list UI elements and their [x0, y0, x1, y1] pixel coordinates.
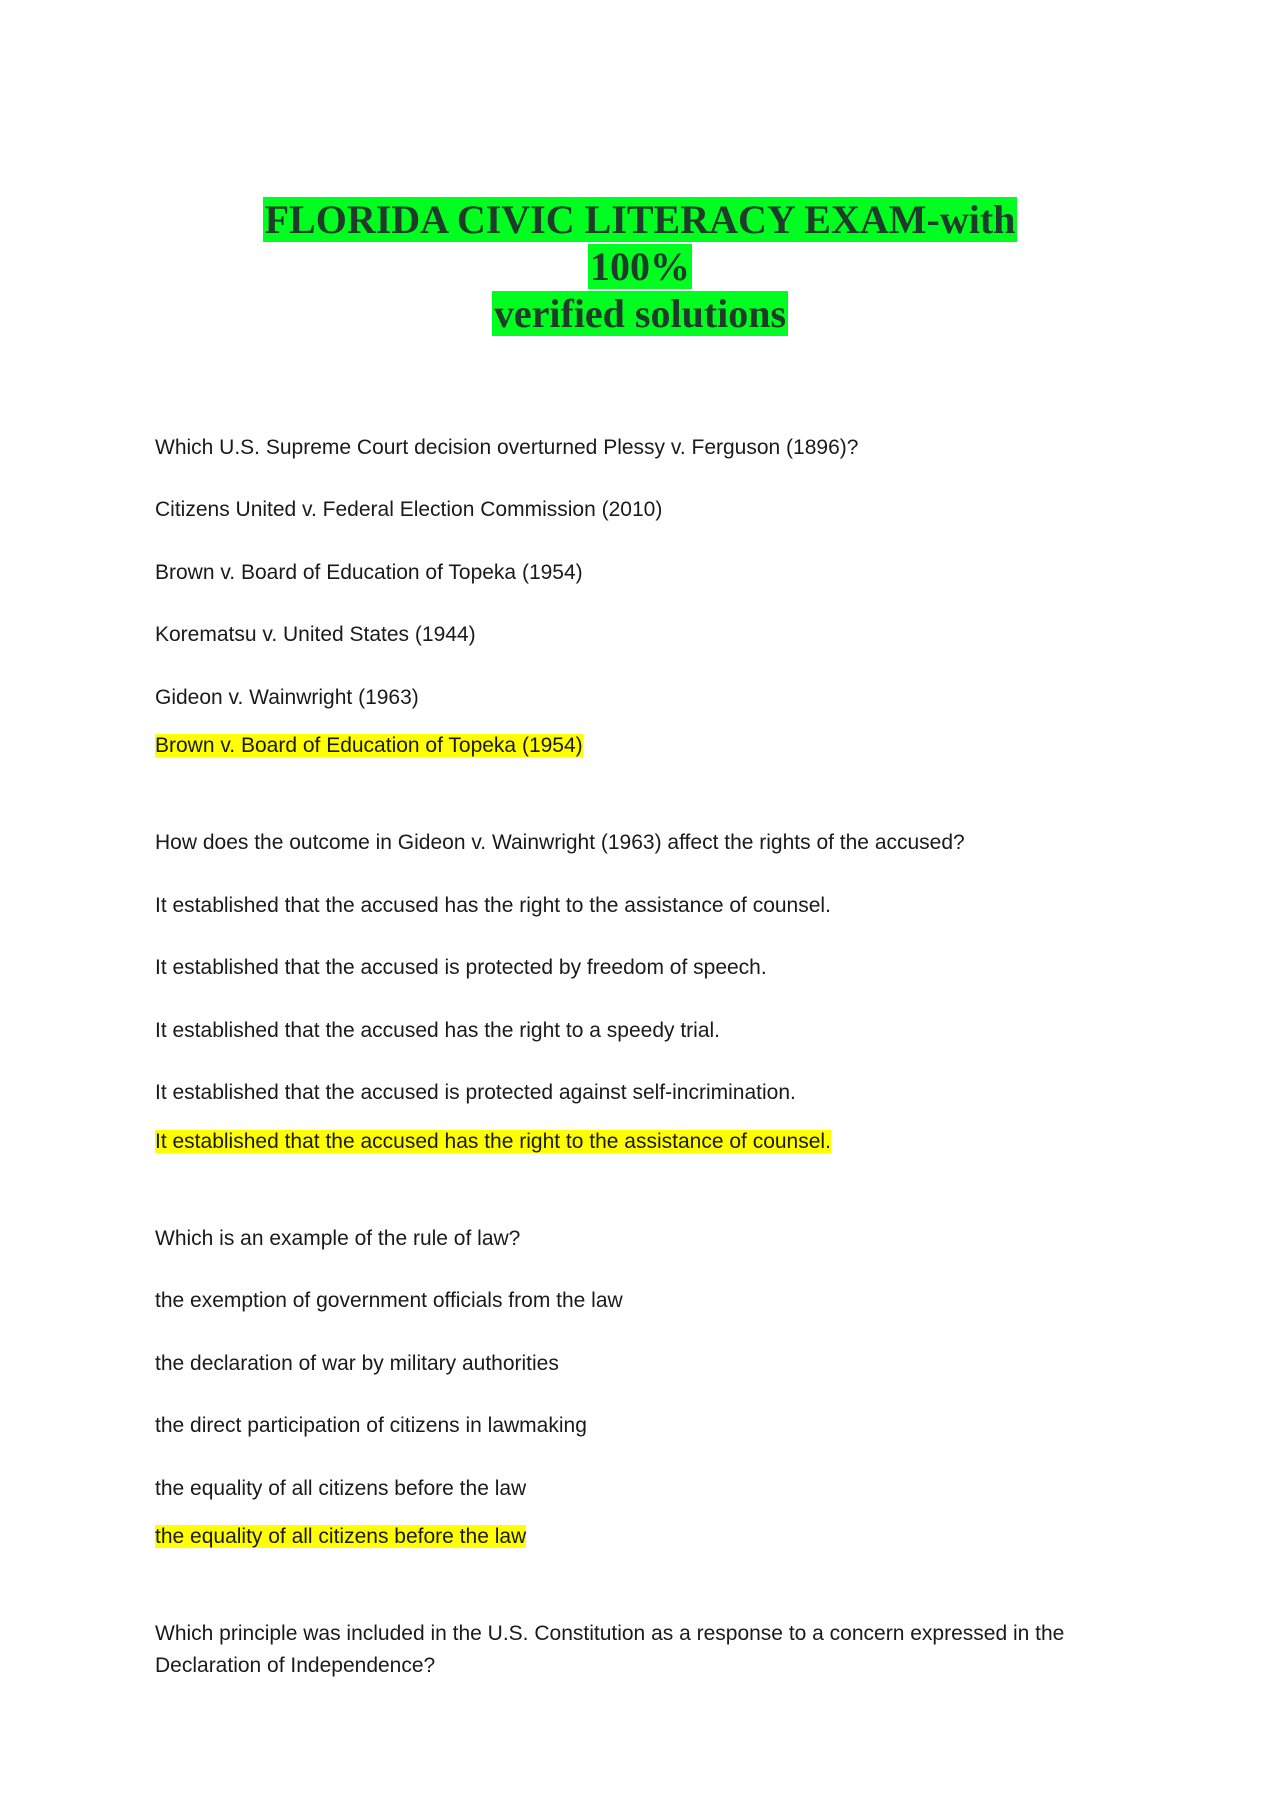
title-line: 100% [590, 244, 690, 289]
option-text: the declaration of war by military authorities [155, 1352, 559, 1375]
option-text: It established that the accused has the right to a speedy trial. [155, 1019, 721, 1042]
answer-text: It established that the accused has the right to the assistance of counsel. [155, 1130, 831, 1153]
question-text: Which principle was included in the U.S. Constitution as a response to a concern expressed in the Declaration of Independence? [155, 1622, 1065, 1677]
option-text: the exemption of government officials from the law [155, 1289, 623, 1312]
title-line: verified solutions [493, 291, 787, 336]
option-text: It established that the accused is protected against self-incrimination. [155, 1081, 796, 1104]
option-text: the direct participation of citizens in lawmaking [155, 1414, 587, 1437]
answer-text: Brown v. Board of Education of Topeka (1954) [155, 734, 583, 757]
option-text: Gideon v. Wainwright (1963) [155, 686, 419, 709]
option-text: the equality of all citizens before the law [155, 1477, 527, 1500]
option-text: Korematsu v. United States (1944) [155, 623, 476, 646]
option-text: It established that the accused has the right to the assistance of counsel. [155, 894, 831, 917]
question-text: Which U.S. Supreme Court decision overturned Plessy v. Ferguson (1896)? [155, 436, 859, 459]
answer-text: the equality of all citizens before the law [155, 1525, 527, 1548]
question-text: How does the outcome in Gideon v. Wainwright (1963) affect the rights of the accused? [155, 831, 965, 854]
option-text: Citizens United v. Federal Election Commission (2010) [155, 498, 663, 521]
title-line: FLORIDA CIVIC LITERACY EXAM-with [264, 197, 1016, 242]
option-text: Brown v. Board of Education of Topeka (1954) [155, 561, 583, 584]
question-text: Which is an example of the rule of law? [155, 1227, 521, 1250]
document-title [0, 196, 1280, 337]
option-text: It established that the accused is protected by freedom of speech. [155, 956, 767, 979]
